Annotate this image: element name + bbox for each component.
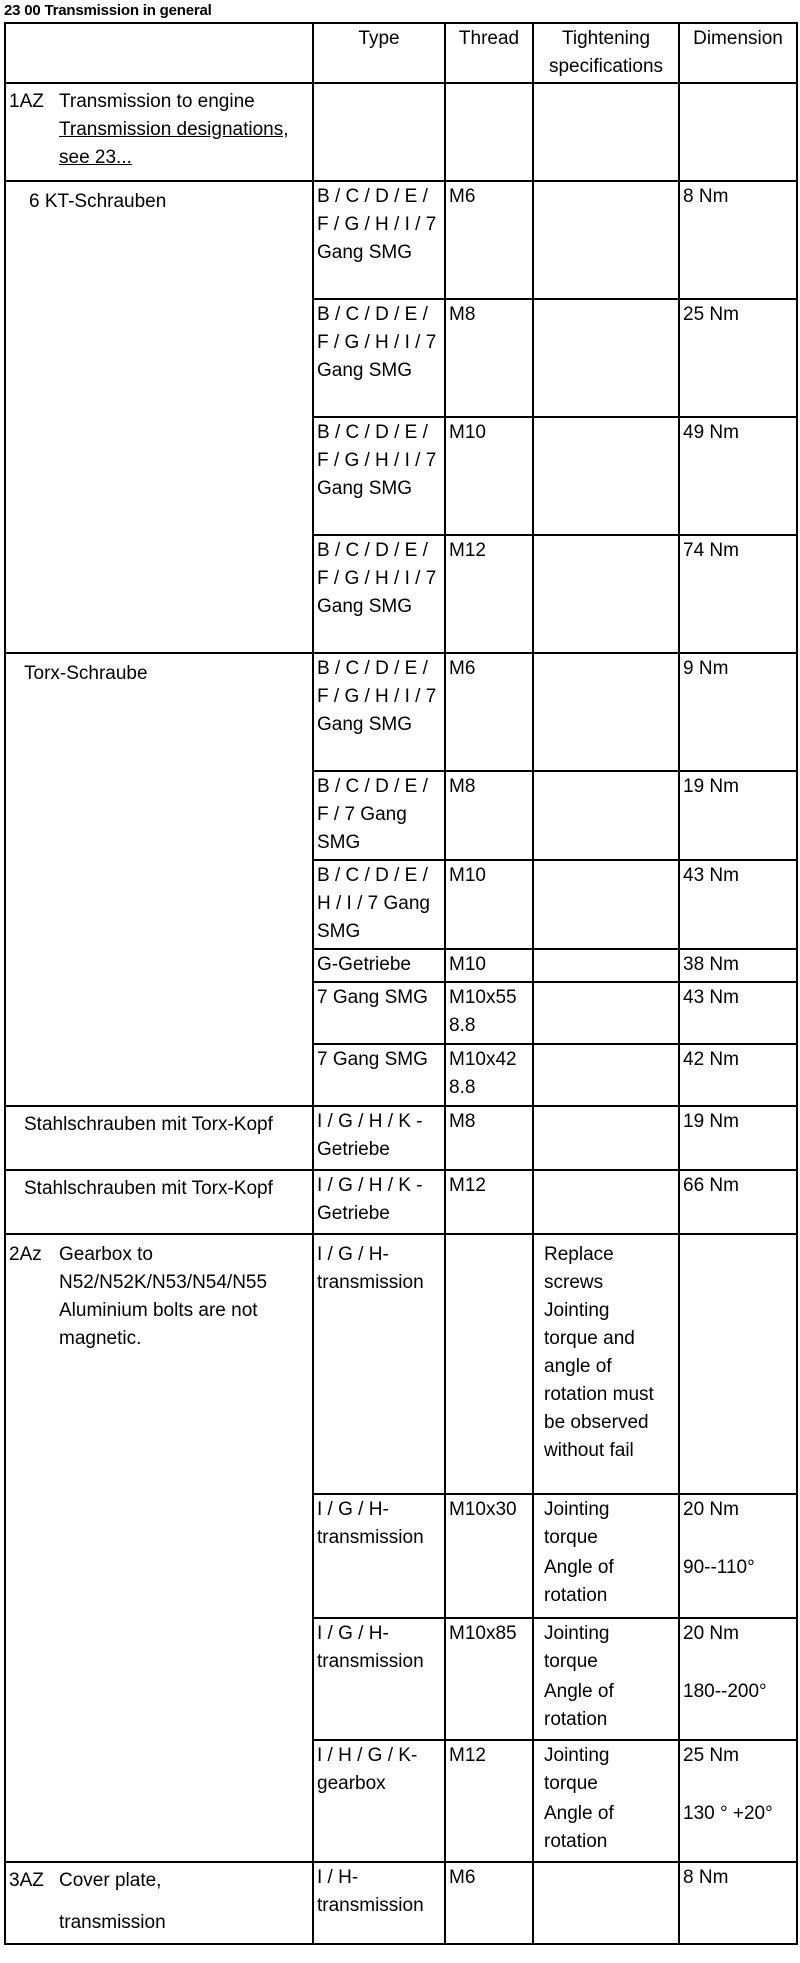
dimension-cell <box>679 1494 797 1618</box>
spec-angle: Angle of rotation <box>544 1557 614 1606</box>
spec-cell <box>533 771 679 860</box>
thread-cell: M8 <box>445 1106 533 1170</box>
dim-torque: 25 Nm <box>683 1745 739 1766</box>
thread-cell: M10x30 <box>445 1494 533 1618</box>
dimension-cell: 38 Nm <box>679 949 797 982</box>
type-cell: 7 Gang SMG <box>313 1044 445 1106</box>
thread-cell: M12 <box>445 535 533 653</box>
section-number: 2Az <box>9 1244 42 1265</box>
table-row <box>5 1106 797 1170</box>
thread-cell: M12 <box>445 1170 533 1234</box>
dimension-cell: 66 Nm <box>679 1170 797 1234</box>
thread-cell: M12 <box>445 1740 533 1862</box>
dimension-cell <box>679 1618 797 1740</box>
spec-cell <box>533 535 679 653</box>
spec-cell <box>533 949 679 982</box>
type-cell: I / G / H- transmission <box>313 1618 445 1740</box>
thread-cell: M10x85 <box>445 1618 533 1740</box>
spec-cell <box>533 982 679 1044</box>
dim-torque: 20 Nm <box>683 1499 739 1520</box>
table-row <box>5 1234 797 1494</box>
spec-cell <box>533 299 679 417</box>
section-2-cell <box>5 1234 313 1862</box>
thread-cell <box>445 1234 533 1494</box>
spec-jointing: Jointing torque <box>544 1745 610 1794</box>
table-row <box>5 653 797 771</box>
thread-cell: M10x55 8.8 <box>445 982 533 1044</box>
type-cell: B / C / D / E / F / G / H / I / 7 Gang SMG <box>313 653 445 771</box>
spec-cell <box>533 1170 679 1234</box>
spec-cell <box>533 1740 679 1862</box>
group-kt-cell <box>5 181 313 653</box>
group-label: Stahlschrauben mit Torx-Kopf <box>24 1114 273 1135</box>
thread-cell: M8 <box>445 771 533 860</box>
type-cell: I / H / G / K- gearbox <box>313 1740 445 1862</box>
type-cell: I / H- transmission <box>313 1862 445 1944</box>
dimension-cell: 8 Nm <box>679 181 797 299</box>
thread-cell: M6 <box>445 653 533 771</box>
section-number: 1AZ <box>9 91 44 112</box>
spec-jointing: Jointing torque <box>544 1499 610 1548</box>
spec-cell <box>533 181 679 299</box>
spec-cell <box>533 1494 679 1618</box>
table-row <box>5 181 797 299</box>
group-label: 6 KT-Schrauben <box>29 191 167 212</box>
section-text: Cover plate, <box>59 1870 162 1891</box>
dimension-cell: 74 Nm <box>679 535 797 653</box>
group-stahl-cell <box>5 1170 313 1234</box>
type-cell: B / C / D / E / F / G / H / I / 7 Gang SMG <box>313 535 445 653</box>
thread-cell: M10 <box>445 949 533 982</box>
spec-cell <box>533 417 679 535</box>
type-cell: I / G / H- transmission <box>313 1234 445 1494</box>
spec-angle: Angle of rotation <box>544 1681 614 1730</box>
dim-angle: 180--200° <box>683 1681 767 1702</box>
type-cell: I / G / H- transmission <box>313 1494 445 1618</box>
section-1-cell <box>5 83 313 181</box>
dimension-cell: 25 Nm <box>679 299 797 417</box>
dim-angle: 130 ° +20° <box>683 1803 773 1824</box>
dimension-cell: 43 Nm <box>679 860 797 949</box>
dimension-cell: 19 Nm <box>679 1106 797 1170</box>
section-text-2: transmission <box>59 1912 166 1933</box>
thread-cell: M8 <box>445 299 533 417</box>
group-label: Stahlschrauben mit Torx-Kopf <box>24 1178 273 1199</box>
spec-jointing: Jointing torque <box>544 1623 610 1672</box>
dimension-cell: 8 Nm <box>679 1862 797 1944</box>
dimension-cell: 9 Nm <box>679 653 797 771</box>
type-cell: 7 Gang SMG <box>313 982 445 1044</box>
section-text: Transmission to engine <box>59 91 255 112</box>
table-row <box>5 1862 797 1944</box>
section-number: 3AZ <box>9 1870 44 1891</box>
spec-angle: Angle of rotation <box>544 1803 614 1852</box>
spec-cell <box>533 860 679 949</box>
section-row <box>5 83 797 181</box>
type-cell: B / C / D / E / H / I / 7 Gang SMG <box>313 860 445 949</box>
spec-cell <box>533 1044 679 1106</box>
dimension-cell <box>679 1234 797 1494</box>
thread-cell: M10 <box>445 860 533 949</box>
torque-spec-table <box>4 22 798 1945</box>
spec-cell: Replace screws Jointing torque and angle of rotation must be observed without fail <box>533 1234 679 1494</box>
thread-cell: M10x42 8.8 <box>445 1044 533 1106</box>
page-title: 23 00 Transmission in general <box>4 2 212 19</box>
type-cell: G-Getriebe <box>313 949 445 982</box>
spec-cell <box>533 1862 679 1944</box>
thread-cell: M6 <box>445 1862 533 1944</box>
dimension-cell: 43 Nm <box>679 982 797 1044</box>
spec-cell <box>533 653 679 771</box>
transmission-designations-link[interactable]: Transmission designations, see 23... <box>59 119 289 168</box>
header-dimension: Dimension <box>679 23 797 83</box>
header-type: Type <box>313 23 445 83</box>
type-cell: B / C / D / E / F / G / H / I / 7 Gang SMG <box>313 181 445 299</box>
spec-cell <box>533 1106 679 1170</box>
dimension-cell <box>679 1740 797 1862</box>
thread-cell: M6 <box>445 181 533 299</box>
dim-angle: 90--110° <box>683 1557 755 1578</box>
section-text: Gearbox to N52/N52K/N53/N54/N55 Aluminium bolts are not magnetic. <box>59 1244 268 1349</box>
group-stahl-cell <box>5 1106 313 1170</box>
dim-torque: 20 Nm <box>683 1623 739 1644</box>
header-spec: Tightening specifications <box>533 23 679 83</box>
type-cell: B / C / D / E / F / G / H / I / 7 Gang SMG <box>313 299 445 417</box>
type-cell: B / C / D / E / F / 7 Gang SMG <box>313 771 445 860</box>
header-thread: Thread <box>445 23 533 83</box>
dimension-cell: 42 Nm <box>679 1044 797 1106</box>
thread-cell: M10 <box>445 417 533 535</box>
type-cell: I / G / H / K - Getriebe <box>313 1106 445 1170</box>
type-cell: B / C / D / E / F / G / H / I / 7 Gang SMG <box>313 417 445 535</box>
dimension-cell: 19 Nm <box>679 771 797 860</box>
type-cell: I / G / H / K - Getriebe <box>313 1170 445 1234</box>
table-row <box>5 1170 797 1234</box>
group-label: Torx-Schraube <box>24 663 148 684</box>
dimension-cell: 49 Nm <box>679 417 797 535</box>
spec-cell <box>533 1618 679 1740</box>
header-blank <box>5 23 313 83</box>
group-torx-cell <box>5 653 313 1106</box>
section-3-cell <box>5 1862 313 1944</box>
header-row <box>5 23 797 83</box>
